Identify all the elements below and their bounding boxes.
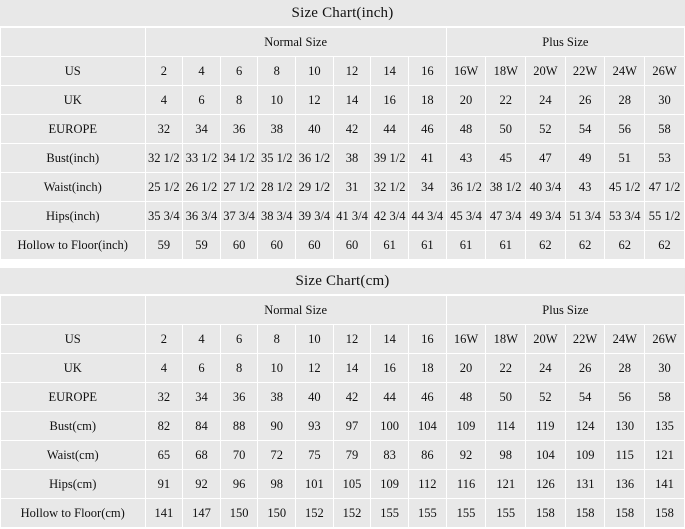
cell: 24W (605, 57, 645, 86)
row-label: Bust(inch) (1, 144, 146, 173)
cell: 26 (565, 354, 605, 383)
size-chart-cm (0, 268, 685, 528)
cell: 50 (486, 383, 526, 412)
cell: 68 (183, 441, 221, 470)
cell: 70 (220, 441, 258, 470)
cell: 41 (408, 144, 446, 173)
cell: 155 (486, 499, 526, 528)
cell: 54 (565, 383, 605, 412)
cell: 36 (220, 115, 258, 144)
cell: 84 (183, 412, 221, 441)
group-header-normal: Normal Size (145, 296, 446, 325)
cell: 61 (446, 231, 486, 260)
cell: 20W (526, 325, 566, 354)
group-header-plus: Plus Size (446, 296, 684, 325)
cell: 34 (183, 383, 221, 412)
cell: 16 (371, 86, 409, 115)
cell: 32 (145, 115, 183, 144)
cell: 18 (408, 354, 446, 383)
chart-title-cm: Size Chart(cm) (0, 268, 685, 295)
cell: 14 (333, 354, 371, 383)
cell: 150 (220, 499, 258, 528)
cell: 48 (446, 383, 486, 412)
cell: 35 3/4 (145, 202, 183, 231)
cell: 48 (446, 115, 486, 144)
cell: 60 (220, 231, 258, 260)
cell: 40 (296, 115, 334, 144)
cell: 8 (220, 86, 258, 115)
cell: 36 1/2 (446, 173, 486, 202)
table-row (1, 412, 685, 441)
cell: 121 (486, 470, 526, 499)
cell: 158 (565, 499, 605, 528)
cell: 22W (565, 57, 605, 86)
cell: 131 (565, 470, 605, 499)
cell: 59 (183, 231, 221, 260)
cell: 155 (408, 499, 446, 528)
cell: 36 (220, 383, 258, 412)
cell: 158 (645, 499, 685, 528)
cell: 41 3/4 (333, 202, 371, 231)
cell: 28 (605, 354, 645, 383)
cell: 6 (183, 354, 221, 383)
cell: 96 (220, 470, 258, 499)
cell: 26W (645, 325, 685, 354)
cell: 2 (145, 57, 183, 86)
cell: 38 (333, 144, 371, 173)
cell: 92 (446, 441, 486, 470)
cell: 6 (220, 57, 258, 86)
cell: 59 (145, 231, 183, 260)
cell: 43 (446, 144, 486, 173)
cell: 116 (446, 470, 486, 499)
cell: 16 (371, 354, 409, 383)
cell: 38 (258, 115, 296, 144)
cell: 155 (446, 499, 486, 528)
cell: 37 3/4 (220, 202, 258, 231)
cell: 92 (183, 470, 221, 499)
chart-title-inch: Size Chart(inch) (0, 0, 685, 27)
row-label: EUROPE (1, 383, 146, 412)
cell: 109 (565, 441, 605, 470)
cell: 25 1/2 (145, 173, 183, 202)
cell: 49 (565, 144, 605, 173)
cell: 27 1/2 (220, 173, 258, 202)
cell: 4 (145, 354, 183, 383)
cell: 44 (371, 115, 409, 144)
cell: 52 (526, 383, 566, 412)
cell: 55 1/2 (645, 202, 685, 231)
table-row (1, 202, 685, 231)
cell: 135 (645, 412, 685, 441)
cell: 31 (333, 173, 371, 202)
cell: 158 (526, 499, 566, 528)
cell: 62 (645, 231, 685, 260)
cell: 24W (605, 325, 645, 354)
cell: 8 (258, 57, 296, 86)
cell: 98 (258, 470, 296, 499)
row-label: Hollow to Floor(cm) (1, 499, 146, 528)
cell: 40 (296, 383, 334, 412)
cell: 16 (408, 325, 446, 354)
cell: 52 (526, 115, 566, 144)
cell: 12 (333, 57, 371, 86)
cell: 42 3/4 (371, 202, 409, 231)
cell: 26 1/2 (183, 173, 221, 202)
cell: 60 (333, 231, 371, 260)
cell: 58 (645, 383, 685, 412)
cell: 91 (145, 470, 183, 499)
cell: 45 3/4 (446, 202, 486, 231)
cell: 29 1/2 (296, 173, 334, 202)
cell: 26W (645, 57, 685, 86)
cell: 93 (296, 412, 334, 441)
cell: 119 (526, 412, 566, 441)
cell: 38 (258, 383, 296, 412)
cell: 18W (486, 57, 526, 86)
table-row (1, 144, 685, 173)
cell: 44 (371, 383, 409, 412)
cell: 36 3/4 (183, 202, 221, 231)
cell: 39 1/2 (371, 144, 409, 173)
cell: 158 (605, 499, 645, 528)
group-header-row (1, 28, 685, 57)
row-label: EUROPE (1, 115, 146, 144)
cell: 112 (408, 470, 446, 499)
table-row (1, 115, 685, 144)
cell: 20 (446, 86, 486, 115)
cell: 22 (486, 86, 526, 115)
group-header-normal: Normal Size (145, 28, 446, 57)
cell: 4 (183, 325, 221, 354)
cell: 10 (296, 57, 334, 86)
cell: 12 (296, 86, 334, 115)
cell: 43 (565, 173, 605, 202)
cell: 79 (333, 441, 371, 470)
table-row (1, 173, 685, 202)
cell: 60 (296, 231, 334, 260)
cell: 2 (145, 325, 183, 354)
cell: 88 (220, 412, 258, 441)
cell: 34 1/2 (220, 144, 258, 173)
cell: 53 (645, 144, 685, 173)
cell: 47 3/4 (486, 202, 526, 231)
cell: 32 (145, 383, 183, 412)
cell: 24 (526, 354, 566, 383)
cell: 72 (258, 441, 296, 470)
cell: 126 (526, 470, 566, 499)
cell: 114 (486, 412, 526, 441)
size-chart-inch (0, 0, 685, 260)
cell: 10 (296, 325, 334, 354)
table-row (1, 383, 685, 412)
row-label: Hips(inch) (1, 202, 146, 231)
cell: 10 (258, 354, 296, 383)
cell: 47 1/2 (645, 173, 685, 202)
row-label: UK (1, 86, 146, 115)
cell: 62 (605, 231, 645, 260)
cell: 8 (220, 354, 258, 383)
cell: 62 (526, 231, 566, 260)
cell: 8 (258, 325, 296, 354)
group-header-row (1, 296, 685, 325)
cell: 56 (605, 383, 645, 412)
cell: 54 (565, 115, 605, 144)
table-row (1, 86, 685, 115)
cell: 141 (645, 470, 685, 499)
cell: 56 (605, 115, 645, 144)
cell: 61 (486, 231, 526, 260)
cell: 18 (408, 86, 446, 115)
cell: 121 (645, 441, 685, 470)
cell: 109 (446, 412, 486, 441)
cell: 104 (526, 441, 566, 470)
table-row (1, 231, 685, 260)
cell: 33 1/2 (183, 144, 221, 173)
group-header-blank (1, 296, 146, 325)
cell: 62 (565, 231, 605, 260)
cell: 47 (526, 144, 566, 173)
cell: 28 1/2 (258, 173, 296, 202)
table-row (1, 354, 685, 383)
cell: 24 (526, 86, 566, 115)
cell: 61 (371, 231, 409, 260)
cell: 22W (565, 325, 605, 354)
cell: 46 (408, 115, 446, 144)
cell: 147 (183, 499, 221, 528)
cell: 4 (183, 57, 221, 86)
cell: 58 (645, 115, 685, 144)
cell: 130 (605, 412, 645, 441)
cell: 65 (145, 441, 183, 470)
cell: 155 (371, 499, 409, 528)
group-header-plus: Plus Size (446, 28, 684, 57)
cell: 115 (605, 441, 645, 470)
cell: 42 (333, 115, 371, 144)
cell: 46 (408, 383, 446, 412)
cell: 34 (183, 115, 221, 144)
size-table-inch (0, 27, 685, 260)
cell: 61 (408, 231, 446, 260)
cell: 32 1/2 (371, 173, 409, 202)
group-header-blank (1, 28, 146, 57)
cell: 38 3/4 (258, 202, 296, 231)
cell: 26 (565, 86, 605, 115)
cell: 10 (258, 86, 296, 115)
row-label: Waist(inch) (1, 173, 146, 202)
cell: 39 3/4 (296, 202, 334, 231)
cell: 49 3/4 (526, 202, 566, 231)
row-label: US (1, 57, 146, 86)
cell: 60 (258, 231, 296, 260)
cell: 109 (371, 470, 409, 499)
cell: 14 (333, 86, 371, 115)
table-row (1, 57, 685, 86)
cell: 100 (371, 412, 409, 441)
cell: 6 (183, 86, 221, 115)
cell: 12 (333, 325, 371, 354)
cell: 105 (333, 470, 371, 499)
cell: 141 (145, 499, 183, 528)
cell: 53 3/4 (605, 202, 645, 231)
size-table-cm (0, 295, 685, 528)
cell: 6 (220, 325, 258, 354)
cell: 30 (645, 86, 685, 115)
cell: 16 (408, 57, 446, 86)
cell: 51 (605, 144, 645, 173)
cell: 90 (258, 412, 296, 441)
cell: 97 (333, 412, 371, 441)
cell: 16W (446, 325, 486, 354)
cell: 18W (486, 325, 526, 354)
cell: 50 (486, 115, 526, 144)
table-row (1, 325, 685, 354)
cell: 101 (296, 470, 334, 499)
cell: 22 (486, 354, 526, 383)
cell: 150 (258, 499, 296, 528)
table-row (1, 441, 685, 470)
cell: 35 1/2 (258, 144, 296, 173)
cell: 152 (296, 499, 334, 528)
row-label: Hollow to Floor(inch) (1, 231, 146, 260)
cell: 75 (296, 441, 334, 470)
cell: 104 (408, 412, 446, 441)
cell: 12 (296, 354, 334, 383)
cell: 32 1/2 (145, 144, 183, 173)
cell: 45 (486, 144, 526, 173)
cell: 4 (145, 86, 183, 115)
cell: 82 (145, 412, 183, 441)
row-label: Hips(cm) (1, 470, 146, 499)
cell: 38 1/2 (486, 173, 526, 202)
cell: 98 (486, 441, 526, 470)
cell: 42 (333, 383, 371, 412)
row-label: Bust(cm) (1, 412, 146, 441)
cell: 83 (371, 441, 409, 470)
cell: 14 (371, 57, 409, 86)
cell: 124 (565, 412, 605, 441)
cell: 14 (371, 325, 409, 354)
cell: 28 (605, 86, 645, 115)
cell: 20W (526, 57, 566, 86)
cell: 30 (645, 354, 685, 383)
cell: 20 (446, 354, 486, 383)
cell: 44 3/4 (408, 202, 446, 231)
row-label: US (1, 325, 146, 354)
row-label: UK (1, 354, 146, 383)
table-row (1, 470, 685, 499)
cell: 40 3/4 (526, 173, 566, 202)
cell: 51 3/4 (565, 202, 605, 231)
cell: 45 1/2 (605, 173, 645, 202)
cell: 16W (446, 57, 486, 86)
cell: 152 (333, 499, 371, 528)
table-row (1, 499, 685, 528)
cell: 86 (408, 441, 446, 470)
row-label: Waist(cm) (1, 441, 146, 470)
cell: 34 (408, 173, 446, 202)
cell: 36 1/2 (296, 144, 334, 173)
cell: 136 (605, 470, 645, 499)
